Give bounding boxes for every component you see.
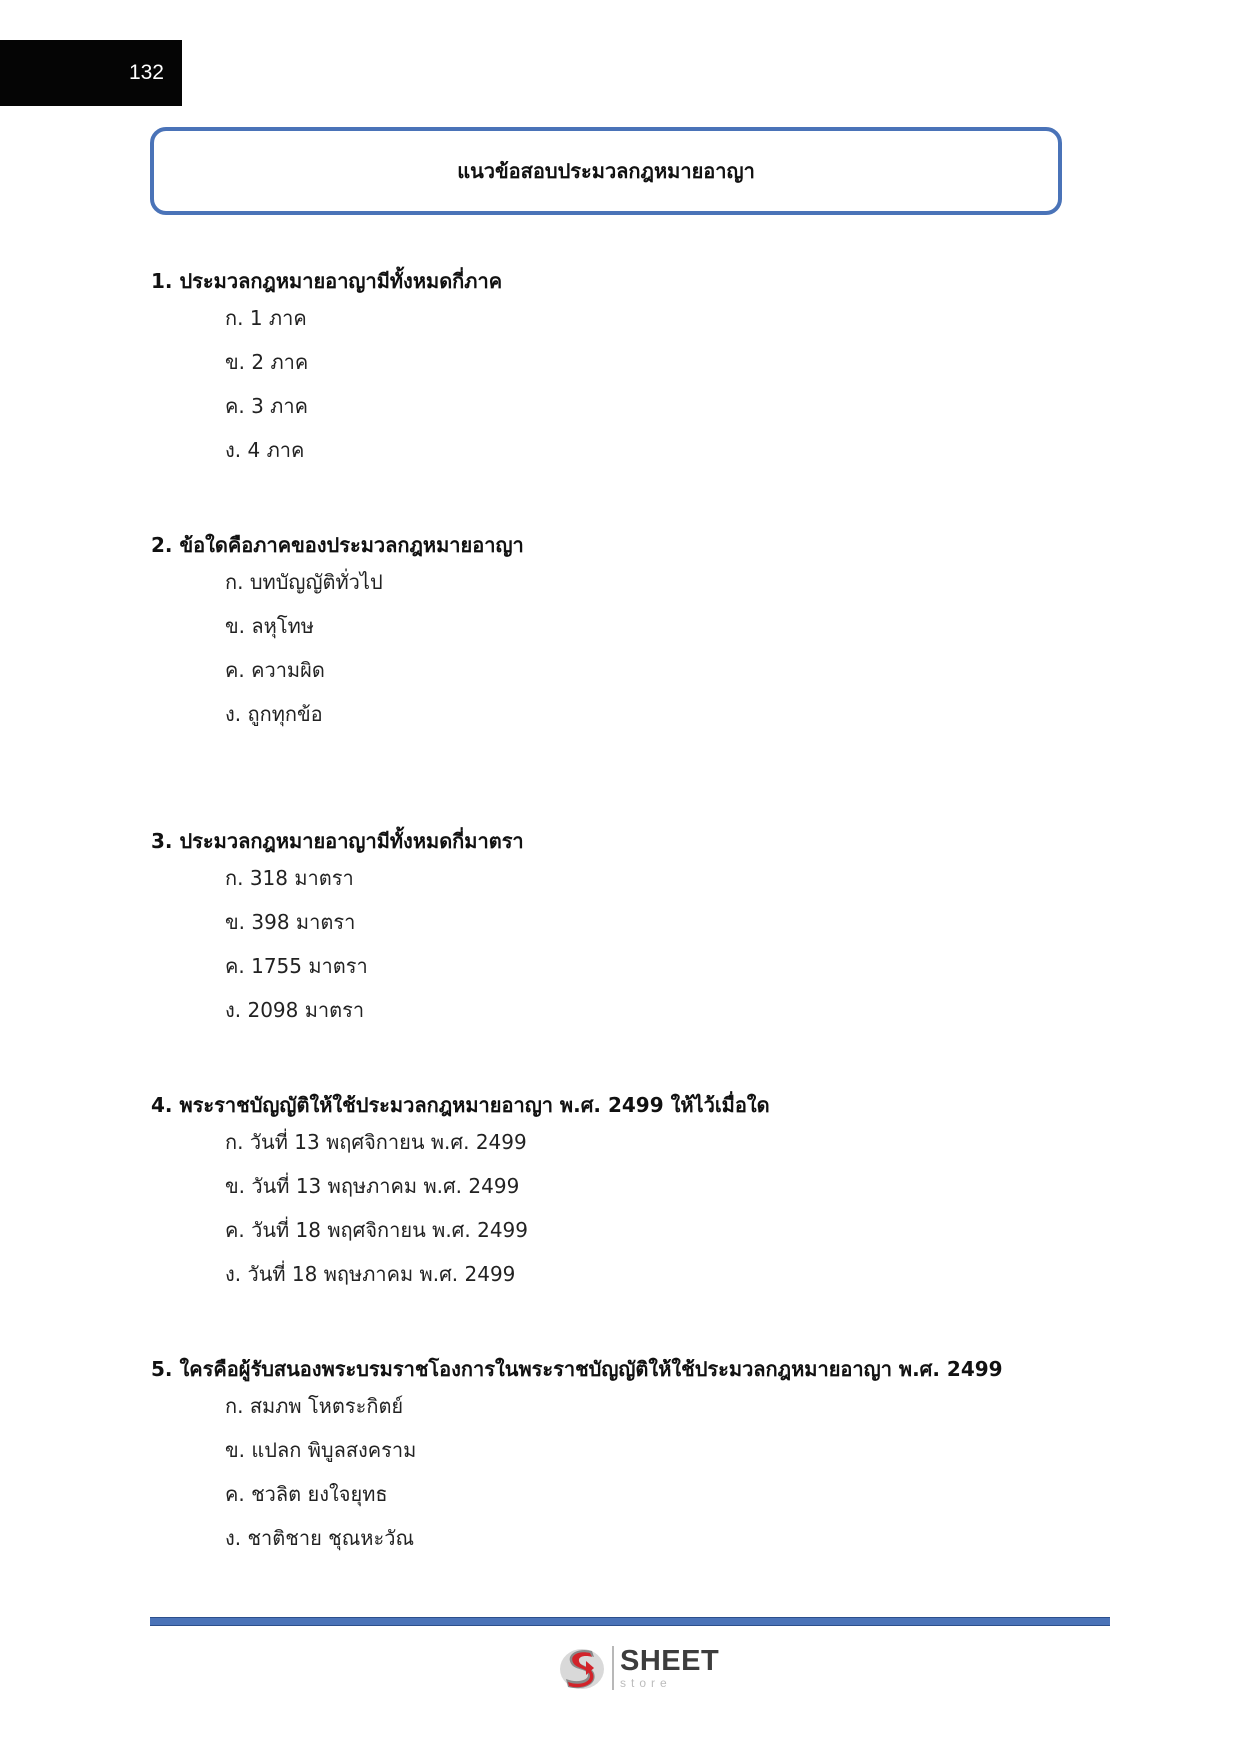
choice-item: ค. ชวลิต ยงใจยุทธ (225, 1482, 388, 1506)
question-4 (151, 1090, 1131, 1296)
question-text: 3. ประมวลกฎหมายอาญามีทั้งหมดกี่มาตรา (151, 829, 524, 853)
question-text: 1. ประมวลกฎหมายอาญามีทั้งหมดกี่ภาค (151, 269, 503, 293)
sheet-store-logo-icon (554, 1641, 608, 1695)
question-5 (151, 1354, 1131, 1560)
choice-item: ข. 398 มาตรา (225, 910, 356, 934)
choice-item: ก. บทบัญญัติทั่วไป (225, 570, 383, 594)
choice-item: ข. 2 ภาค (225, 350, 309, 374)
choice-list (151, 1120, 1131, 1296)
question-text: 5. ใครคือผู้รับสนองพระบรมราชโองการในพระราชบัญญัติให้ใช้ประมวลกฎหมายอาญา พ.ศ. 2499 (151, 1357, 1003, 1381)
question-2 (151, 530, 1131, 736)
brand-wordmark (620, 1647, 719, 1689)
question-text: 2. ข้อใดคือภาคของประมวลกฎหมายอาญา (151, 533, 524, 557)
choice-item: ง. 4 ภาค (225, 438, 305, 462)
question-3 (151, 826, 1131, 1032)
choice-item: ง. 2098 มาตรา (225, 998, 365, 1022)
choice-item: ง. วันที่ 18 พฤษภาคม พ.ศ. 2499 (225, 1262, 516, 1286)
choice-item: ค. 1755 มาตรา (225, 954, 368, 978)
choice-list (151, 560, 1131, 736)
choice-item: ก. 318 มาตรา (225, 866, 354, 890)
choice-list (151, 1384, 1131, 1560)
choice-item: ข. แปลก พิบูลสงคราม (225, 1438, 417, 1462)
choice-item: ค. 3 ภาค (225, 394, 308, 418)
brand-name: SHEET (620, 1645, 720, 1677)
choice-item: ง. ถูกทุกข้อ (225, 702, 323, 726)
choice-item: ง. ชาติชาย ชุณหะวัณ (225, 1526, 414, 1550)
brand-logo-group (554, 1641, 719, 1695)
choice-item: ข. วันที่ 13 พฤษภาคม พ.ศ. 2499 (225, 1174, 520, 1198)
choice-item: ก. วันที่ 13 พฤศจิกายน พ.ศ. 2499 (225, 1130, 527, 1154)
footer-rule (150, 1617, 1110, 1626)
question-text: 4. พระราชบัญญัติให้ใช้ประมวลกฎหมายอาญา พ.ศ. 2499 ให้ไว้เมื่อใด (151, 1093, 770, 1117)
choice-item: ค. วันที่ 18 พฤศจิกายน พ.ศ. 2499 (225, 1218, 528, 1242)
question-1 (151, 266, 1131, 472)
choice-item: ก. สมภพ โหตระกิตย์ (225, 1394, 404, 1418)
brand-divider (612, 1646, 614, 1690)
choice-item: ค. ความผิด (225, 658, 325, 682)
page-title: แนวข้อสอบประมวลกฎหมายอาญา (457, 159, 755, 183)
title-box (150, 127, 1062, 215)
page-number: 132 (0, 40, 182, 106)
choice-item: ข. ลหุโทษ (225, 614, 314, 638)
brand-subtitle: store (620, 1676, 672, 1690)
choice-list (151, 856, 1131, 1032)
choice-item: ก. 1 ภาค (225, 306, 307, 330)
choice-list (151, 296, 1131, 472)
